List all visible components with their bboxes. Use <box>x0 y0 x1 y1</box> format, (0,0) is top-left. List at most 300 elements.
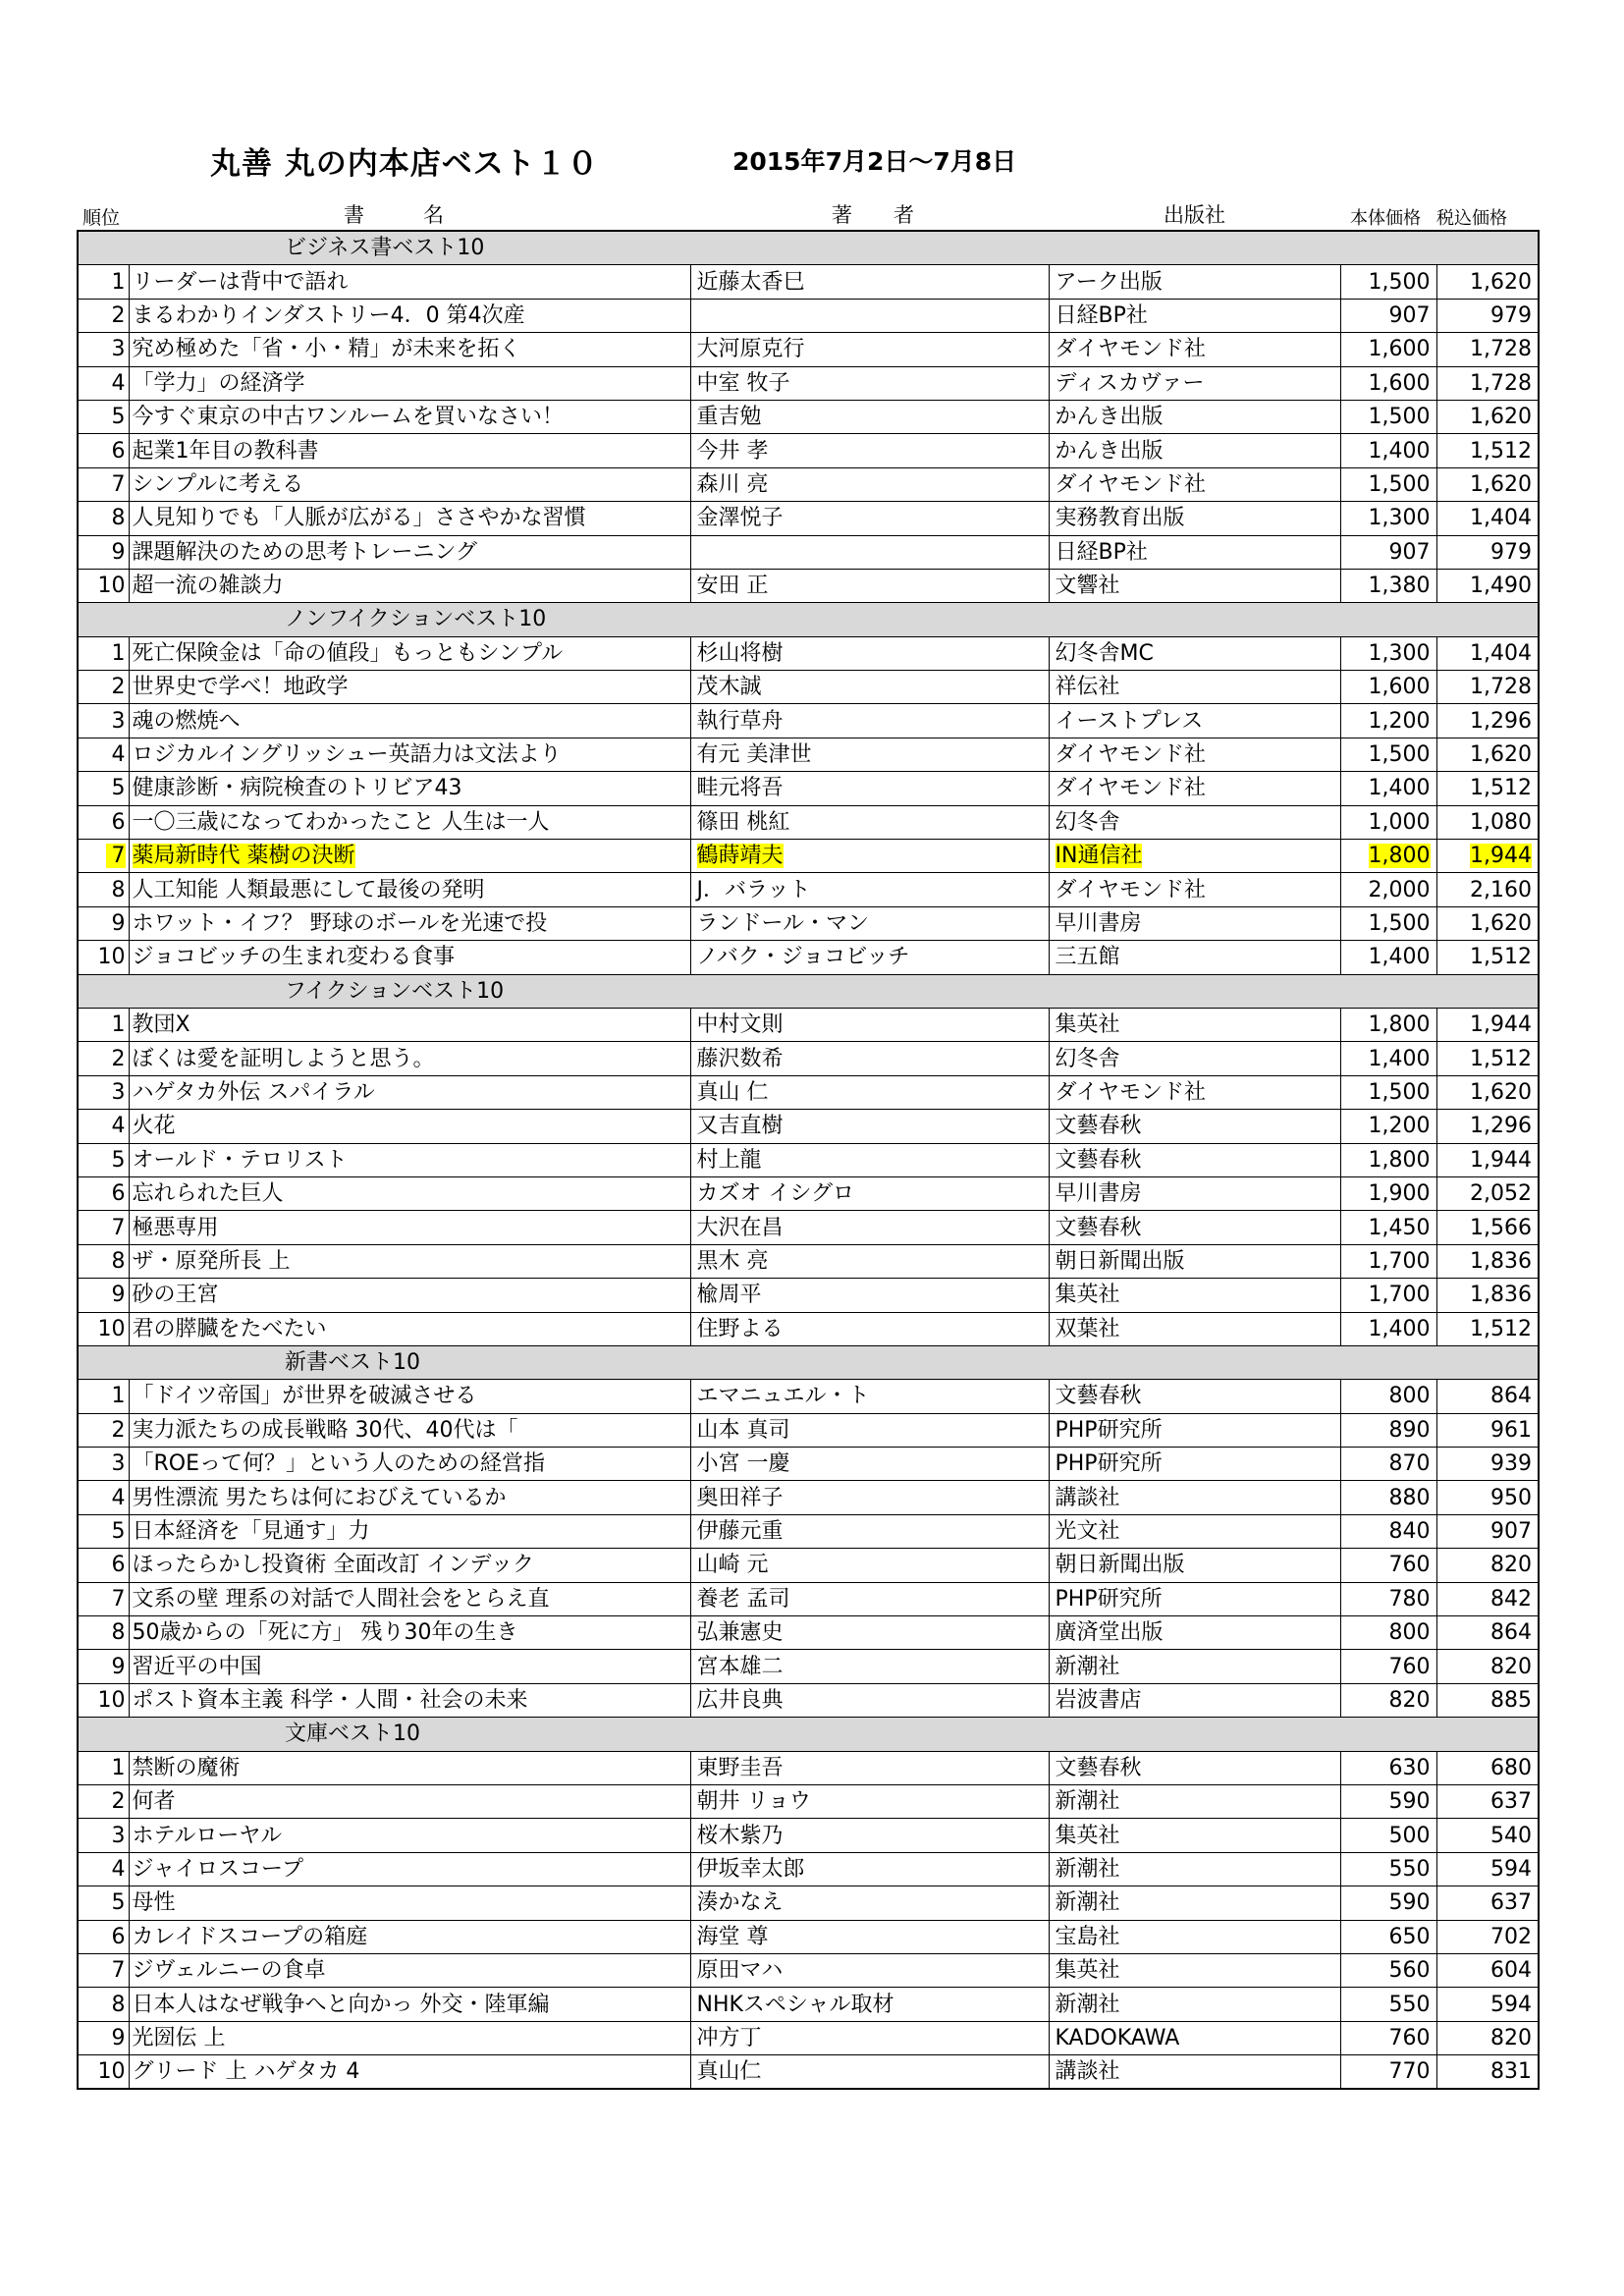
book-row <box>78 2055 1539 2090</box>
tax-price-cell: 1,620 <box>1436 738 1539 771</box>
author-cell: 奥田祥子 <box>690 1481 1049 1514</box>
book-row <box>78 1042 1539 1075</box>
price-cell: 1,600 <box>1340 333 1436 366</box>
publisher-cell: ダイヤモンド社 <box>1049 467 1340 501</box>
author-cell: 伊藤元重 <box>690 1514 1049 1548</box>
price-cell: 1,500 <box>1340 400 1436 433</box>
publisher-cell: 朝日新聞出版 <box>1049 1244 1340 1278</box>
book-row <box>78 1244 1539 1278</box>
price-cell: 1,900 <box>1340 1176 1436 1210</box>
column-header-rank: 順位 <box>82 207 121 229</box>
publisher-cell: アーク出版 <box>1049 265 1340 299</box>
tax-price-cell: 680 <box>1436 1751 1539 1784</box>
tax-price-cell: 842 <box>1436 1582 1539 1615</box>
price-cell: 907 <box>1340 299 1436 332</box>
tax-price-cell: 1,728 <box>1436 671 1539 704</box>
tax-price-cell: 1,728 <box>1436 333 1539 366</box>
author-cell: 海堂 尊 <box>690 1920 1049 1953</box>
author-cell: 冲方丁 <box>690 2021 1049 2054</box>
publisher-cell: 文藝春秋 <box>1049 1211 1340 1244</box>
publisher-cell: 双葉社 <box>1049 1312 1340 1345</box>
title-cell: 一〇三歳になってわかったこと 人生は一人 <box>129 805 690 839</box>
rank-cell: 4 <box>78 1852 129 1886</box>
rank-cell: 10 <box>78 1683 129 1717</box>
publisher-cell: 廣済堂出版 <box>1049 1616 1340 1650</box>
author-cell: 山本 真司 <box>690 1413 1049 1447</box>
rank-cell: 7 <box>78 1582 129 1615</box>
tax-price-cell: 831 <box>1436 2055 1539 2090</box>
price-cell: 1,380 <box>1340 569 1436 602</box>
book-row <box>78 1650 1539 1683</box>
rank-cell: 2 <box>78 1784 129 1818</box>
title-cell: ホテルローヤル <box>129 1819 690 1852</box>
title-cell: 男性漂流 男たちは何におびえているか <box>129 1481 690 1514</box>
author-cell: ノバク・ジョコビッチ <box>690 941 1049 974</box>
price-cell: 550 <box>1340 1988 1436 2021</box>
title-cell: 今すぐ東京の中古ワンルームを買いなさい！ <box>129 400 690 433</box>
tax-price-cell: 979 <box>1436 299 1539 332</box>
publisher-cell: 新潮社 <box>1049 1852 1340 1886</box>
price-cell: 1,500 <box>1340 1075 1436 1109</box>
price-cell: 780 <box>1340 1582 1436 1615</box>
publisher-cell: 新潮社 <box>1049 1988 1340 2021</box>
title-cell: 「ROEって何？」という人のための経営指 <box>129 1448 690 1481</box>
publisher-cell: 新潮社 <box>1049 1650 1340 1683</box>
publisher-cell: ダイヤモンド社 <box>1049 873 1340 906</box>
book-row <box>78 1920 1539 1953</box>
author-cell: 朝井 リョウ <box>690 1784 1049 1818</box>
rank-cell: 5 <box>78 1143 129 1176</box>
book-row <box>78 873 1539 906</box>
title-cell: 日本人はなぜ戦争へと向かっ 外交・陸軍編 <box>129 1988 690 2021</box>
price-cell: 2,000 <box>1340 873 1436 906</box>
book-row <box>78 1075 1539 1109</box>
tax-price-cell <box>1436 840 1539 873</box>
rank-cell: 8 <box>78 502 129 535</box>
author-cell <box>690 840 1049 873</box>
rank-cell: 1 <box>78 265 129 299</box>
title-cell: 光圀伝 上 <box>129 2021 690 2054</box>
author-cell: 近藤太香巳 <box>690 265 1049 299</box>
publisher-cell: PHP研究所 <box>1049 1448 1340 1481</box>
rank-cell: 5 <box>78 772 129 805</box>
author-cell <box>690 535 1049 569</box>
title-cell: オールド・テロリスト <box>129 1143 690 1176</box>
tax-price-cell: 637 <box>1436 1886 1539 1920</box>
publisher-cell: KADOKAWA <box>1049 2021 1340 2054</box>
title-cell: 魂の燃焼へ <box>129 704 690 738</box>
publisher-cell: 幻冬舎MC <box>1049 636 1340 670</box>
rank-cell: 3 <box>78 333 129 366</box>
title-cell: 習近平の中国 <box>129 1650 690 1683</box>
title-cell: ぼくは愛を証明しようと思う。 <box>129 1042 690 1075</box>
rank-cell: 9 <box>78 1279 129 1312</box>
section-header-row <box>78 974 1539 1008</box>
price-cell: 590 <box>1340 1784 1436 1818</box>
price-cell: 907 <box>1340 535 1436 569</box>
tax-price-cell: 1,490 <box>1436 569 1539 602</box>
rank-cell: 8 <box>78 1988 129 2021</box>
price-cell: 870 <box>1340 1448 1436 1481</box>
title-cell: ホワット・イフ？ 野球のボールを光速で投 <box>129 906 690 940</box>
author-cell: 安田 正 <box>690 569 1049 602</box>
section-header: ノンフイクションベスト10 <box>78 603 1539 636</box>
rank-cell: 3 <box>78 1075 129 1109</box>
title-cell: 課題解決のための思考トレーニング <box>129 535 690 569</box>
book-row <box>78 1988 1539 2021</box>
tax-price-cell: 1,296 <box>1436 1110 1539 1143</box>
book-row <box>78 840 1539 873</box>
price-cell: 1,000 <box>1340 805 1436 839</box>
title-cell: 忘れられた巨人 <box>129 1176 690 1210</box>
title-cell: ほったらかし投資術 全面改訂 インデック <box>129 1549 690 1582</box>
highlighted-text: 鶴蒔靖夫 <box>696 844 784 869</box>
publisher-cell: 日経BP社 <box>1049 299 1340 332</box>
publisher-cell: かんき出版 <box>1049 400 1340 433</box>
title-cell: ザ・原発所長 上 <box>129 1244 690 1278</box>
publisher-cell: 文響社 <box>1049 569 1340 602</box>
title-cell: 君の膵臓をたべたい <box>129 1312 690 1345</box>
tax-price-cell: 885 <box>1436 1683 1539 1717</box>
publisher-cell: 宝島社 <box>1049 1920 1340 1953</box>
title-cell: 健康診断・病院検査のトリビア43 <box>129 772 690 805</box>
author-cell: J．バラット <box>690 873 1049 906</box>
rank-cell: 7 <box>78 1211 129 1244</box>
publisher-cell: 集英社 <box>1049 1008 1340 1041</box>
tax-price-cell: 1,620 <box>1436 906 1539 940</box>
book-row <box>78 467 1539 501</box>
author-cell: 東野圭吾 <box>690 1751 1049 1784</box>
section-header: ビジネス書ベスト10 <box>78 231 1539 265</box>
book-row <box>78 1683 1539 1717</box>
title-cell: グリード 上 ハゲタカ 4 <box>129 2055 690 2090</box>
author-cell: 黒木 亮 <box>690 1244 1049 1278</box>
column-header-tax-price: 税込価格 <box>1436 208 1507 229</box>
author-cell: 村上龍 <box>690 1143 1049 1176</box>
book-row <box>78 1110 1539 1143</box>
rank-cell: 3 <box>78 1819 129 1852</box>
tax-price-cell: 820 <box>1436 1650 1539 1683</box>
price-cell: 760 <box>1340 1549 1436 1582</box>
column-header-author: 著者 <box>832 203 955 227</box>
rank-cell: 3 <box>78 704 129 738</box>
publisher-cell: ダイヤモンド社 <box>1049 1075 1340 1109</box>
rank-cell: 9 <box>78 2021 129 2054</box>
rank-cell: 5 <box>78 1886 129 1920</box>
publisher-cell: 集英社 <box>1049 1279 1340 1312</box>
title-cell: 起業1年目の教科書 <box>129 434 690 467</box>
publisher-cell: かんき出版 <box>1049 434 1340 467</box>
author-cell: エマニュエル・ト <box>690 1380 1049 1413</box>
book-row <box>78 1413 1539 1447</box>
bestseller-table <box>77 230 1540 2090</box>
price-cell: 1,400 <box>1340 772 1436 805</box>
price-cell: 1,500 <box>1340 738 1436 771</box>
title-cell: シンプルに考える <box>129 467 690 501</box>
title-cell: ロジカルイングリッシュー英語力は文法より <box>129 738 690 771</box>
rank-cell: 5 <box>78 1514 129 1548</box>
tax-price-cell: 1,836 <box>1436 1279 1539 1312</box>
rank-cell: 2 <box>78 299 129 332</box>
author-cell: 大河原克行 <box>690 333 1049 366</box>
tax-price-cell: 820 <box>1436 1549 1539 1582</box>
tax-price-cell: 1,404 <box>1436 636 1539 670</box>
publisher-cell: 講談社 <box>1049 2055 1340 2090</box>
author-cell: 中村文則 <box>690 1008 1049 1041</box>
publisher-cell: 文藝春秋 <box>1049 1110 1340 1143</box>
author-cell: 重吉勉 <box>690 400 1049 433</box>
author-cell: 小宮 一慶 <box>690 1448 1049 1481</box>
publisher-cell: 岩波書店 <box>1049 1683 1340 1717</box>
rank-cell: 1 <box>78 636 129 670</box>
section-header-row <box>78 231 1539 265</box>
title-cell: 極悪専用 <box>129 1211 690 1244</box>
rank-cell: 2 <box>78 1042 129 1075</box>
price-cell: 1,600 <box>1340 671 1436 704</box>
author-cell: 伊坂幸太郎 <box>690 1852 1049 1886</box>
book-row <box>78 1514 1539 1548</box>
price-cell: 880 <box>1340 1481 1436 1514</box>
rank-cell: 2 <box>78 1413 129 1447</box>
price-cell: 770 <box>1340 2055 1436 2090</box>
book-row <box>78 1143 1539 1176</box>
publisher-cell: ディスカヴァー <box>1049 366 1340 400</box>
author-cell: 今井 孝 <box>690 434 1049 467</box>
author-cell: 有元 美津世 <box>690 738 1049 771</box>
title-cell: ジャイロスコープ <box>129 1852 690 1886</box>
rank-cell: 6 <box>78 1176 129 1210</box>
price-cell: 800 <box>1340 1380 1436 1413</box>
tax-price-cell: 1,728 <box>1436 366 1539 400</box>
book-row <box>78 1380 1539 1413</box>
tax-price-cell: 1,512 <box>1436 1312 1539 1345</box>
publisher-cell: PHP研究所 <box>1049 1582 1340 1615</box>
rank-cell: 6 <box>78 805 129 839</box>
author-cell: 真山仁 <box>690 2055 1049 2090</box>
price-cell: 890 <box>1340 1413 1436 1447</box>
price-cell: 1,800 <box>1340 1143 1436 1176</box>
price-cell: 630 <box>1340 1751 1436 1784</box>
title-cell: 砂の王宮 <box>129 1279 690 1312</box>
publisher-cell: 光文社 <box>1049 1514 1340 1548</box>
publisher-cell: 日経BP社 <box>1049 535 1340 569</box>
price-cell: 560 <box>1340 1953 1436 1987</box>
publisher-cell: PHP研究所 <box>1049 1413 1340 1447</box>
price-cell: 1,700 <box>1340 1244 1436 1278</box>
rank-cell: 8 <box>78 1244 129 1278</box>
author-cell: 桜木紫乃 <box>690 1819 1049 1852</box>
tax-price-cell: 979 <box>1436 535 1539 569</box>
publisher-cell: 早川書房 <box>1049 1176 1340 1210</box>
price-cell <box>1340 840 1436 873</box>
title-cell: ハゲタカ外伝 スパイラル <box>129 1075 690 1109</box>
title-cell: 文系の壁 理系の対話で人間社会をとらえ直 <box>129 1582 690 1615</box>
title-cell: 死亡保険金は「命の値段」もっともシンプル <box>129 636 690 670</box>
section-header-row <box>78 1718 1539 1751</box>
date-range: 2015年7月2日～7月8日 <box>732 147 1017 176</box>
book-row <box>78 400 1539 433</box>
tax-price-cell: 1,620 <box>1436 467 1539 501</box>
tax-price-cell: 1,566 <box>1436 1211 1539 1244</box>
author-cell: 茂木誠 <box>690 671 1049 704</box>
book-row <box>78 1751 1539 1784</box>
book-row <box>78 906 1539 940</box>
tax-price-cell: 1,512 <box>1436 434 1539 467</box>
price-cell: 1,300 <box>1340 502 1436 535</box>
price-cell: 1,500 <box>1340 265 1436 299</box>
publisher-cell: 集英社 <box>1049 1953 1340 1987</box>
highlighted-text: 1,944 <box>1470 844 1532 869</box>
publisher-cell: 新潮社 <box>1049 1784 1340 1818</box>
tax-price-cell: 1,944 <box>1436 1143 1539 1176</box>
rank-cell: 4 <box>78 1481 129 1514</box>
publisher-cell: 文藝春秋 <box>1049 1143 1340 1176</box>
publisher-cell: 三五館 <box>1049 941 1340 974</box>
author-cell: NHKスペシャル取材 <box>690 1988 1049 2021</box>
tax-price-cell: 939 <box>1436 1448 1539 1481</box>
title-cell: 超一流の雑談力 <box>129 569 690 602</box>
publisher-cell: 講談社 <box>1049 1481 1340 1514</box>
rank-cell: 6 <box>78 434 129 467</box>
tax-price-cell: 1,836 <box>1436 1244 1539 1278</box>
rank-cell: 1 <box>78 1008 129 1041</box>
author-cell: カズオ イシグロ <box>690 1176 1049 1210</box>
rank-cell: 8 <box>78 1616 129 1650</box>
book-row <box>78 704 1539 738</box>
tax-price-cell: 1,512 <box>1436 1042 1539 1075</box>
tax-price-cell: 1,620 <box>1436 1075 1539 1109</box>
section-header-row <box>78 1345 1539 1379</box>
author-cell: 養老 孟司 <box>690 1582 1049 1615</box>
rank-cell: 10 <box>78 2055 129 2090</box>
book-row <box>78 265 1539 299</box>
title-cell: ジヴェルニーの食卓 <box>129 1953 690 1987</box>
title-cell: 禁断の魔術 <box>129 1751 690 1784</box>
price-cell: 650 <box>1340 1920 1436 1953</box>
rank-cell: 4 <box>78 366 129 400</box>
rank-cell: 9 <box>78 906 129 940</box>
price-cell: 1,700 <box>1340 1279 1436 1312</box>
book-row <box>78 1481 1539 1514</box>
book-row <box>78 535 1539 569</box>
tax-price-cell: 604 <box>1436 1953 1539 1987</box>
publisher-cell: 幻冬舎 <box>1049 805 1340 839</box>
tax-price-cell: 1,080 <box>1436 805 1539 839</box>
book-row <box>78 333 1539 366</box>
title-cell: 火花 <box>129 1110 690 1143</box>
rank-cell: 10 <box>78 569 129 602</box>
book-row <box>78 738 1539 771</box>
price-cell: 500 <box>1340 1819 1436 1852</box>
title-cell: 「ドイツ帝国」が世界を破滅させる <box>129 1380 690 1413</box>
publisher-cell: 集英社 <box>1049 1819 1340 1852</box>
title-cell: 究め極めた「省・小・精」が未来を拓く <box>129 333 690 366</box>
book-row <box>78 1312 1539 1345</box>
rank-cell: 1 <box>78 1380 129 1413</box>
author-cell: 広井良典 <box>690 1683 1049 1717</box>
book-row <box>78 2021 1539 2054</box>
price-cell: 1,400 <box>1340 941 1436 974</box>
rank-cell: 7 <box>78 1953 129 1987</box>
rank-cell: 6 <box>78 1549 129 1582</box>
author-cell: 森川 亮 <box>690 467 1049 501</box>
price-cell: 760 <box>1340 2021 1436 2054</box>
title-cell: 母性 <box>129 1886 690 1920</box>
book-row <box>78 1784 1539 1818</box>
price-cell: 840 <box>1340 1514 1436 1548</box>
rank-cell: 10 <box>78 941 129 974</box>
book-row <box>78 1211 1539 1244</box>
book-row <box>78 569 1539 602</box>
price-cell: 1,500 <box>1340 906 1436 940</box>
title-cell: 何者 <box>129 1784 690 1818</box>
rank-cell: 9 <box>78 535 129 569</box>
publisher-cell: イーストプレス <box>1049 704 1340 738</box>
tax-price-cell: 2,052 <box>1436 1176 1539 1210</box>
author-cell: 杉山将樹 <box>690 636 1049 670</box>
title-cell: リーダーは背中で語れ <box>129 265 690 299</box>
highlighted-text: 薬局新時代 薬樹の決断 <box>132 844 355 869</box>
tax-price-cell: 907 <box>1436 1514 1539 1548</box>
publisher-cell: 朝日新聞出版 <box>1049 1549 1340 1582</box>
price-cell: 1,450 <box>1340 1211 1436 1244</box>
price-cell: 1,400 <box>1340 1312 1436 1345</box>
book-row <box>78 941 1539 974</box>
book-row <box>78 772 1539 805</box>
tax-price-cell: 1,296 <box>1436 704 1539 738</box>
page-title: 丸善 丸の内本店ベスト１０ <box>210 146 599 182</box>
author-cell: 畦元将吾 <box>690 772 1049 805</box>
rank-cell <box>78 840 129 873</box>
column-header-title: 書名 <box>344 203 503 227</box>
tax-price-cell: 637 <box>1436 1784 1539 1818</box>
title-cell: 日本経済を「見通す」力 <box>129 1514 690 1548</box>
column-header-price: 本体価格 <box>1350 208 1421 229</box>
title-cell: 世界史で学べ！地政学 <box>129 671 690 704</box>
title-cell: 「学力」の経済学 <box>129 366 690 400</box>
publisher-cell: 幻冬舎 <box>1049 1042 1340 1075</box>
publisher-cell: ダイヤモンド社 <box>1049 738 1340 771</box>
tax-price-cell: 1,620 <box>1436 400 1539 433</box>
highlighted-text: IN通信社 <box>1055 844 1143 869</box>
price-cell: 1,800 <box>1340 1008 1436 1041</box>
book-row <box>78 1616 1539 1650</box>
title-cell: 実力派たちの成長戦略 30代、40代は「 <box>129 1413 690 1447</box>
rank-cell: 3 <box>78 1448 129 1481</box>
book-row <box>78 1176 1539 1210</box>
book-row <box>78 1852 1539 1886</box>
tax-price-cell: 820 <box>1436 2021 1539 2054</box>
tax-price-cell: 1,944 <box>1436 1008 1539 1041</box>
publisher-cell: 実務教育出版 <box>1049 502 1340 535</box>
book-row <box>78 366 1539 400</box>
book-row <box>78 1953 1539 1987</box>
title-cell: カレイドスコープの箱庭 <box>129 1920 690 1953</box>
section-header: フイクションベスト10 <box>78 974 1539 1008</box>
price-cell: 1,200 <box>1340 1110 1436 1143</box>
price-cell: 550 <box>1340 1852 1436 1886</box>
book-row <box>78 1279 1539 1312</box>
price-cell: 820 <box>1340 1683 1436 1717</box>
tax-price-cell: 1,404 <box>1436 502 1539 535</box>
tax-price-cell: 594 <box>1436 1988 1539 2021</box>
title-cell: ポスト資本主義 科学・人間・社会の未来 <box>129 1683 690 1717</box>
tax-price-cell: 540 <box>1436 1819 1539 1852</box>
publisher-cell: ダイヤモンド社 <box>1049 333 1340 366</box>
tax-price-cell: 2,160 <box>1436 873 1539 906</box>
publisher-cell: 文藝春秋 <box>1049 1751 1340 1784</box>
author-cell: 楡周平 <box>690 1279 1049 1312</box>
